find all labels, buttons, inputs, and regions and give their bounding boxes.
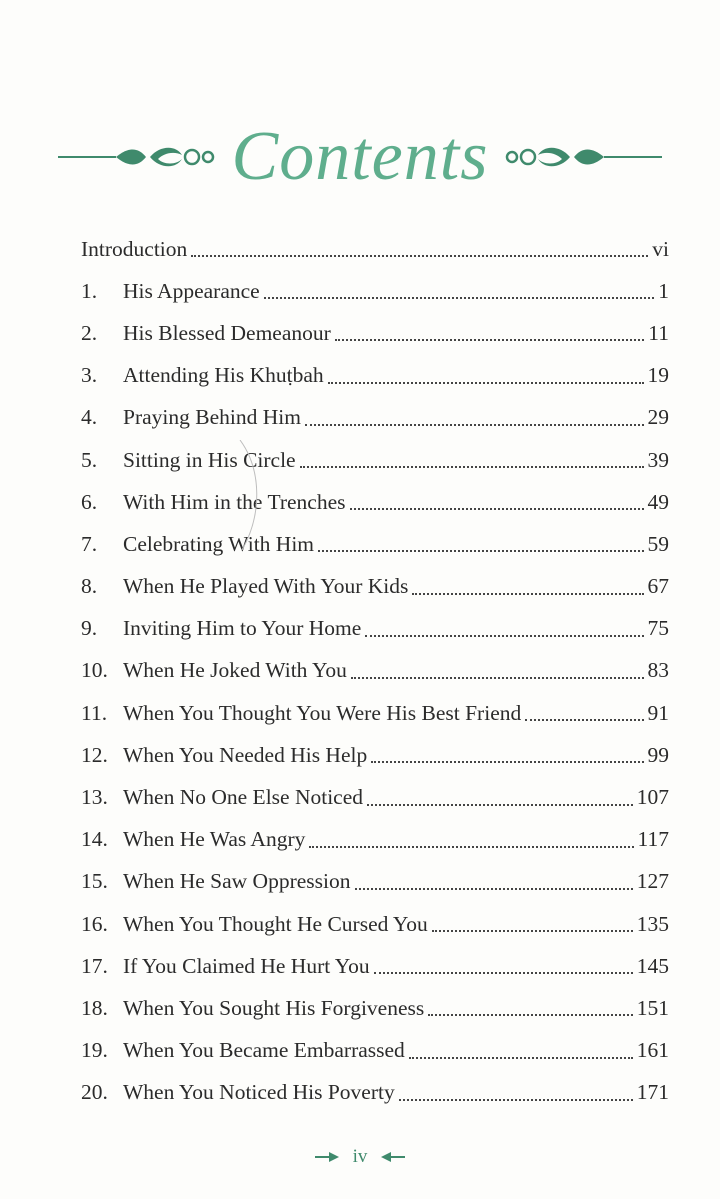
toc-entry-title: Sitting in His Circle [123,447,296,472]
toc-entry-page: 1 [658,278,669,303]
toc-entry [81,355,669,397]
toc-entry-number: 18. [81,995,108,1020]
toc-entry-title: When He Was Angry [123,827,306,852]
dot-leader [309,846,633,848]
dot-leader [367,804,633,806]
toc-entry [81,1072,669,1114]
toc-entry [81,734,669,776]
toc-entry-number: 13. [81,785,108,810]
toc-entry-number: 10. [81,658,108,683]
toc-entry-title: Praying Behind Him [123,405,301,430]
toc-entry-page: 49 [647,489,669,514]
dot-leader [525,719,643,721]
toc-entry-page: 151 [636,995,669,1020]
toc-entry-number: 19. [81,1038,108,1063]
toc-entry-title: When No One Else Noticed [123,785,364,810]
toc-entry-title: When He Joked With You [123,658,347,683]
toc-entry-title: When He Saw Oppression [123,869,351,894]
toc-entry-page: 127 [636,869,669,894]
toc-entry-page: 91 [647,700,669,725]
toc-entry-page: 135 [636,911,669,936]
page-number: iv [352,1146,368,1167]
toc-entry-title: Introduction [81,236,188,261]
toc-entry-page: 75 [647,616,669,641]
toc-entry-page: vi [652,236,669,261]
toc-entry [81,692,669,734]
toc-entry [81,776,669,818]
dot-leader [412,593,643,595]
toc-entry-page: 19 [647,363,669,388]
toc-entry-title: When You Noticed His Poverty [123,1080,395,1105]
toc-entry-title: When You Needed His Help [123,742,368,767]
dot-leader [428,1014,633,1016]
toc-entry-page: 145 [636,953,669,978]
toc-entry-page: 99 [647,742,669,767]
flourish-ornament-right-icon [502,137,662,177]
dot-leader [355,888,633,890]
dot-leader [318,550,643,552]
toc-entry [81,945,669,987]
toc-entry-page: 39 [647,447,669,472]
toc-entry-page: 161 [636,1038,669,1063]
toc-entry-title: With Him in the Trenches [123,489,346,514]
toc-entry-page: 59 [647,531,669,556]
toc-entry-title: Celebrating With Him [123,531,315,556]
toc-entry [81,270,669,312]
page-title: Contents [231,118,489,195]
toc-entry-number: 5. [81,447,98,472]
arrow-left-icon [377,1151,405,1163]
dot-leader [335,339,645,341]
dot-leader [305,424,644,426]
toc-entry-number: 17. [81,953,108,978]
dot-leader [365,635,643,637]
toc-entry [81,523,669,565]
toc-entry-number: 8. [81,574,98,599]
dot-leader [350,508,644,510]
dot-leader [399,1099,633,1101]
contents-header [0,112,720,202]
toc-entry [81,819,669,861]
toc-entry-title: Inviting Him to Your Home [123,616,362,641]
toc-entry-page: 11 [648,320,669,345]
toc-entry [81,608,669,650]
dot-leader [328,382,644,384]
toc-entry-number: 7. [81,531,98,556]
dot-leader [300,466,644,468]
toc-entry-page: 171 [636,1080,669,1105]
toc-entry [81,397,669,439]
toc-entry-number: 6. [81,489,98,514]
toc-entry-number: 1. [81,278,98,303]
flourish-ornament-left-icon [58,137,218,177]
toc-entry-number: 4. [81,405,98,430]
dot-leader [432,930,633,932]
toc-entry-page: 117 [637,827,669,852]
toc-entry [81,987,669,1029]
dot-leader [374,972,633,974]
toc-entry-title: If You Claimed He Hurt You [123,953,370,978]
toc-entry [81,566,669,608]
dot-leader [351,677,644,679]
dot-leader [409,1057,633,1059]
toc-entry [81,903,669,945]
toc-entry-number: 11. [81,700,108,725]
toc-entry-title: His Appearance [123,278,260,303]
toc-entry [81,481,669,523]
toc-entry-number: 14. [81,827,108,852]
toc-entry [81,312,669,354]
toc-entry-page: 67 [647,574,669,599]
page-footer [0,1146,720,1168]
toc-entry-title: When He Played With Your Kids [123,574,409,599]
toc-entry [81,861,669,903]
toc-entry-number: 3. [81,363,98,388]
toc-entry-title: Attending His Khuṭbah [123,363,324,388]
toc-entry-title: When You Thought You Were His Best Friend [123,700,522,725]
toc-entry-title: When You Became Embarrassed [123,1038,405,1063]
toc-entry-page: 83 [647,658,669,683]
arrow-right-icon [315,1151,343,1163]
toc-entry-number: 12. [81,742,108,767]
dot-leader [264,297,655,299]
toc-entry-number: 2. [81,320,98,345]
toc-entry-number: 9. [81,616,98,641]
toc-entry [81,1030,669,1072]
toc-entry-number: 20. [81,1080,108,1105]
toc-entry-page: 29 [647,405,669,430]
dot-leader [371,761,643,763]
toc-entry [81,650,669,692]
toc-entry [81,228,669,270]
toc-entry-title: His Blessed Demeanour [123,320,331,345]
dot-leader [191,255,648,257]
toc-entry [81,439,669,481]
toc-entry-number: 15. [81,869,108,894]
toc-entry-number: 16. [81,911,108,936]
table-of-contents [81,228,669,1114]
toc-entry-title: When You Sought His Forgiveness [123,995,425,1020]
toc-entry-title: When You Thought He Cursed You [123,911,428,936]
toc-entry-page: 107 [636,785,669,810]
